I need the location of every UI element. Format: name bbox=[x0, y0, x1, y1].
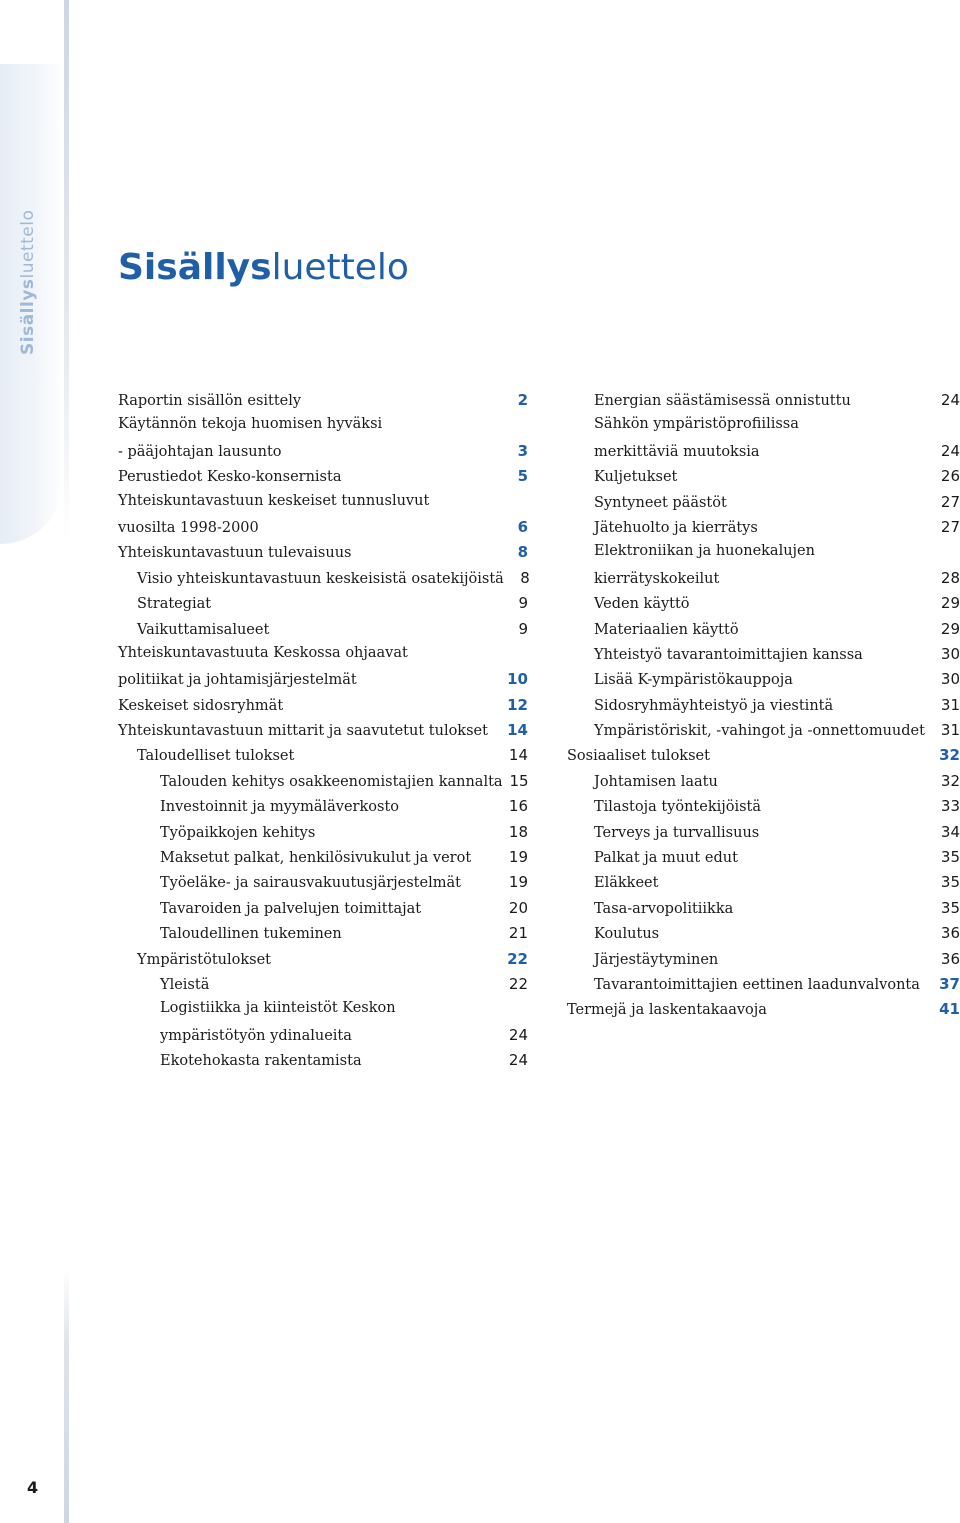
toc-entry-title: Talouden kehitys osakkeenomistajien kannalta bbox=[160, 773, 503, 790]
toc-entry[interactable] bbox=[118, 594, 528, 619]
toc-entry-title: Sähkön ympäristöprofiilissa bbox=[594, 416, 799, 433]
toc-entry-title: merkittäviä muutoksia bbox=[594, 443, 760, 460]
toc-entry[interactable] bbox=[567, 493, 960, 518]
toc-entry-page: 26 bbox=[940, 467, 960, 486]
toc-entry[interactable] bbox=[118, 848, 528, 873]
toc-entry[interactable] bbox=[118, 721, 528, 746]
toc-entry[interactable] bbox=[567, 950, 960, 975]
toc-entry-title: Terveys ja turvallisuus bbox=[594, 824, 760, 841]
toc-entry[interactable] bbox=[567, 670, 960, 695]
toc-entry-page: 21 bbox=[508, 924, 528, 943]
toc-entry-title: Yhteiskuntavastuun keskeiset tunnusluvut bbox=[118, 492, 430, 509]
toc-entry-title: Yhteistyö tavarantoimittajien kanssa bbox=[594, 646, 863, 663]
toc-entry-page: 2 bbox=[517, 391, 528, 409]
toc-entry-page: 24 bbox=[508, 1051, 528, 1070]
side-title-light: luettelo bbox=[18, 209, 38, 279]
toc-entry-title: Yhteiskuntavastuun tulevaisuus bbox=[118, 545, 352, 562]
toc-entry-page: 5 bbox=[517, 467, 528, 486]
toc-entry-title: Ympäristötulokset bbox=[137, 951, 271, 968]
side-title-bold: Sisällys bbox=[18, 278, 38, 355]
toc-entry-page: 20 bbox=[508, 898, 528, 917]
toc-entry-title: Sosiaaliset tulokset bbox=[567, 748, 710, 765]
toc-entry-page: 14 bbox=[507, 721, 528, 740]
toc-entry-page: 36 bbox=[940, 949, 960, 968]
toc-entry[interactable] bbox=[567, 1000, 960, 1025]
toc-entry-page: 30 bbox=[940, 670, 960, 689]
page-number: 4 bbox=[27, 1478, 39, 1497]
toc-entry-page: 36 bbox=[940, 924, 960, 943]
toc-entry[interactable] bbox=[567, 746, 960, 771]
toc-entry[interactable] bbox=[118, 645, 528, 670]
toc-entry[interactable] bbox=[118, 899, 528, 924]
toc-entry-page: 29 bbox=[940, 594, 960, 613]
toc-entry-page: 31 bbox=[940, 695, 960, 714]
toc-entry[interactable] bbox=[118, 543, 528, 568]
toc-entry-page: 9 bbox=[518, 594, 528, 613]
toc-entry-title: Veden käyttö bbox=[594, 596, 690, 613]
toc-entry-title: Keskeiset sidosryhmät bbox=[118, 697, 284, 714]
toc-entry-page: 32 bbox=[939, 746, 960, 765]
toc-entry[interactable] bbox=[118, 493, 528, 518]
toc-entry[interactable] bbox=[118, 696, 528, 721]
toc-entry[interactable] bbox=[567, 797, 960, 822]
toc-entry-page: 9 bbox=[518, 619, 528, 638]
toc-entry[interactable] bbox=[567, 873, 960, 898]
toc-entry-title: Visio yhteiskuntavastuun keskeisistä osatekijöistä bbox=[137, 570, 504, 587]
toc-entry-title: Eläkkeet bbox=[594, 875, 659, 892]
toc-entry-page: 27 bbox=[940, 517, 960, 536]
toc-entry[interactable] bbox=[567, 721, 960, 746]
toc-entry[interactable] bbox=[118, 772, 528, 797]
toc-entry-page: 8 bbox=[520, 568, 530, 587]
toc-entry-page: 14 bbox=[508, 746, 528, 765]
toc-left-column bbox=[118, 391, 528, 1077]
page-title-light: luettelo bbox=[271, 247, 409, 288]
toc-entry-page: 33 bbox=[940, 797, 960, 816]
toc-entry-title: vuosilta 1998-2000 bbox=[118, 519, 259, 536]
toc-entry[interactable] bbox=[567, 569, 960, 594]
toc-entry-title: Vaikuttamisalueet bbox=[137, 621, 270, 638]
toc-entry-title: Yhteiskuntavastuuta Keskossa ohjaavat bbox=[118, 644, 408, 661]
toc-entry[interactable] bbox=[118, 518, 528, 543]
toc-entry[interactable] bbox=[118, 1051, 528, 1076]
toc-entry[interactable] bbox=[567, 543, 960, 568]
toc-entry[interactable] bbox=[567, 620, 960, 645]
toc-entry-title: Logistiikka ja kiinteistöt Keskon bbox=[160, 1000, 396, 1017]
toc-entry[interactable] bbox=[567, 899, 960, 924]
toc-entry-title: Raportin sisällön esittely bbox=[118, 393, 302, 409]
toc-entry-title: Elektroniikan ja huonekalujen bbox=[594, 543, 815, 560]
toc-entry[interactable] bbox=[118, 1026, 528, 1051]
toc-entry[interactable] bbox=[567, 416, 960, 441]
toc-entry[interactable] bbox=[567, 924, 960, 949]
toc-entry-title: Koulutus bbox=[594, 926, 660, 943]
toc-entry-page: 22 bbox=[507, 949, 528, 968]
toc-entry-page: 10 bbox=[507, 670, 528, 689]
toc-entry[interactable] bbox=[567, 772, 960, 797]
toc-entry[interactable] bbox=[118, 391, 528, 416]
toc-entry[interactable] bbox=[567, 518, 960, 543]
toc-entry-title: Syntyneet päästöt bbox=[594, 494, 727, 511]
toc-entry-title: Järjestäytyminen bbox=[594, 951, 719, 968]
toc-entry-page: 3 bbox=[517, 441, 528, 460]
toc-entry-page: 18 bbox=[508, 822, 528, 841]
toc-entry[interactable] bbox=[567, 391, 960, 416]
toc-entry[interactable] bbox=[118, 975, 528, 1000]
toc-entry-title: Perustiedot Kesko-konsernista bbox=[118, 469, 342, 486]
toc-entry-page: 12 bbox=[507, 695, 528, 714]
toc-entry-title: Maksetut palkat, henkilösivukulut ja verot bbox=[160, 850, 472, 867]
toc-entry-page: 35 bbox=[940, 848, 960, 867]
toc-entry[interactable] bbox=[118, 620, 528, 645]
toc-entry-title: Tasa-arvopolitiikka bbox=[594, 900, 734, 917]
toc-entry[interactable] bbox=[118, 746, 528, 771]
toc-entry-title: Työpaikkojen kehitys bbox=[160, 824, 316, 841]
toc-entry-page: 35 bbox=[940, 898, 960, 917]
toc-entry[interactable] bbox=[567, 975, 960, 1000]
toc-entry-title: Yhteiskuntavastuun mittarit ja saavutetut tulokset bbox=[118, 723, 488, 740]
toc-entry[interactable] bbox=[567, 594, 960, 619]
toc-entry[interactable] bbox=[567, 848, 960, 873]
toc-entry[interactable] bbox=[567, 442, 960, 467]
toc-entry-title: ympäristötyön ydinalueita bbox=[160, 1027, 352, 1044]
toc-entry-title: Termejä ja laskentakaavoja bbox=[567, 1002, 767, 1019]
toc-entry-title: Yleistä bbox=[160, 976, 210, 993]
page-title bbox=[118, 247, 409, 288]
toc-entry-page: 19 bbox=[508, 848, 528, 867]
toc-entry[interactable] bbox=[118, 924, 528, 949]
toc-entry-title: Energian säästämisessä onnistuttu bbox=[594, 393, 851, 409]
toc-entry-page: 29 bbox=[940, 619, 960, 638]
toc-entry-page: 30 bbox=[940, 644, 960, 663]
toc-entry[interactable] bbox=[118, 797, 528, 822]
toc-entry-page: 19 bbox=[508, 873, 528, 892]
toc-entry[interactable] bbox=[118, 467, 528, 492]
toc-entry-page: 28 bbox=[940, 568, 960, 587]
toc-entry-title: Tilastoja työntekijöistä bbox=[594, 799, 762, 816]
toc-entry-page: 27 bbox=[940, 492, 960, 511]
toc-entry-title: Tavarantoimittajien eettinen laadunvalvonta bbox=[594, 976, 920, 993]
toc-entry-title: Taloudelliset tulokset bbox=[137, 748, 295, 765]
toc-entry-title: kierrätyskokeilut bbox=[594, 570, 720, 587]
toc-entry-page: 16 bbox=[508, 797, 528, 816]
toc-entry-page: 22 bbox=[508, 974, 528, 993]
vertical-rule-bottom bbox=[64, 1268, 69, 1523]
toc-entry-title: Käytännön tekoja huomisen hyväksi bbox=[118, 416, 383, 433]
toc-entry-title: Työeläke- ja sairausvakuutusjärjestelmät bbox=[160, 875, 461, 892]
toc-entry-page: 8 bbox=[517, 543, 528, 562]
page-title-bold: Sisällys bbox=[118, 247, 272, 288]
toc-entry-title: Taloudellinen tukeminen bbox=[160, 926, 342, 943]
toc-entry-page: 24 bbox=[508, 1025, 528, 1044]
toc-entry-title: Materiaalien käyttö bbox=[594, 621, 739, 638]
toc-entry[interactable] bbox=[567, 696, 960, 721]
toc-entry-page: 31 bbox=[940, 721, 960, 740]
toc-entry-title: politiikat ja johtamisjärjestelmät bbox=[118, 672, 357, 689]
toc-entry-title: Investoinnit ja myymäläverkosto bbox=[160, 799, 400, 816]
toc-entry-page: 15 bbox=[509, 771, 529, 790]
toc-entry-title: Ekotehokasta rakentamista bbox=[160, 1053, 362, 1070]
toc-entry[interactable] bbox=[118, 873, 528, 898]
toc-entry-title: Johtamisen laatu bbox=[594, 773, 718, 790]
toc-entry-title: Kuljetukset bbox=[594, 469, 678, 486]
toc-entry[interactable] bbox=[118, 670, 528, 695]
toc-entry[interactable] bbox=[118, 416, 528, 441]
toc-entry-page: 32 bbox=[940, 771, 960, 790]
toc-entry-title: Lisää K-ympäristökauppoja bbox=[594, 672, 793, 689]
toc-entry-page: 41 bbox=[939, 1000, 960, 1019]
toc-entry[interactable] bbox=[118, 569, 528, 594]
toc-right-column bbox=[567, 391, 960, 1026]
toc-entry-title: Palkat ja muut edut bbox=[594, 850, 738, 867]
toc-entry[interactable] bbox=[567, 645, 960, 670]
toc-entry[interactable] bbox=[118, 950, 528, 975]
toc-entry-title: Jätehuolto ja kierrätys bbox=[594, 519, 758, 536]
toc-entry-page: 6 bbox=[517, 517, 528, 536]
vertical-rule-top bbox=[64, 0, 69, 540]
toc-entry-title: Strategiat bbox=[137, 596, 212, 613]
toc-entry-page: 24 bbox=[940, 391, 960, 409]
toc-entry[interactable] bbox=[118, 442, 528, 467]
toc-entry[interactable] bbox=[567, 467, 960, 492]
toc-entry-title: Sidosryhmäyhteistyö ja viestintä bbox=[594, 697, 834, 714]
toc-entry[interactable] bbox=[567, 823, 960, 848]
toc-entry-title: Tavaroiden ja palvelujen toimittajat bbox=[160, 900, 422, 917]
toc-entry[interactable] bbox=[118, 823, 528, 848]
toc-entry-page: 34 bbox=[940, 822, 960, 841]
toc-entry-title: Ympäristöriskit, -vahingot ja -onnettomuudet bbox=[594, 723, 925, 740]
toc-entry-page: 35 bbox=[940, 873, 960, 892]
toc-entry-title: - pääjohtajan lausunto bbox=[118, 443, 282, 460]
toc-entry-page: 24 bbox=[940, 441, 960, 460]
toc-entry[interactable] bbox=[118, 1000, 528, 1025]
toc-entry-page: 37 bbox=[939, 974, 960, 993]
